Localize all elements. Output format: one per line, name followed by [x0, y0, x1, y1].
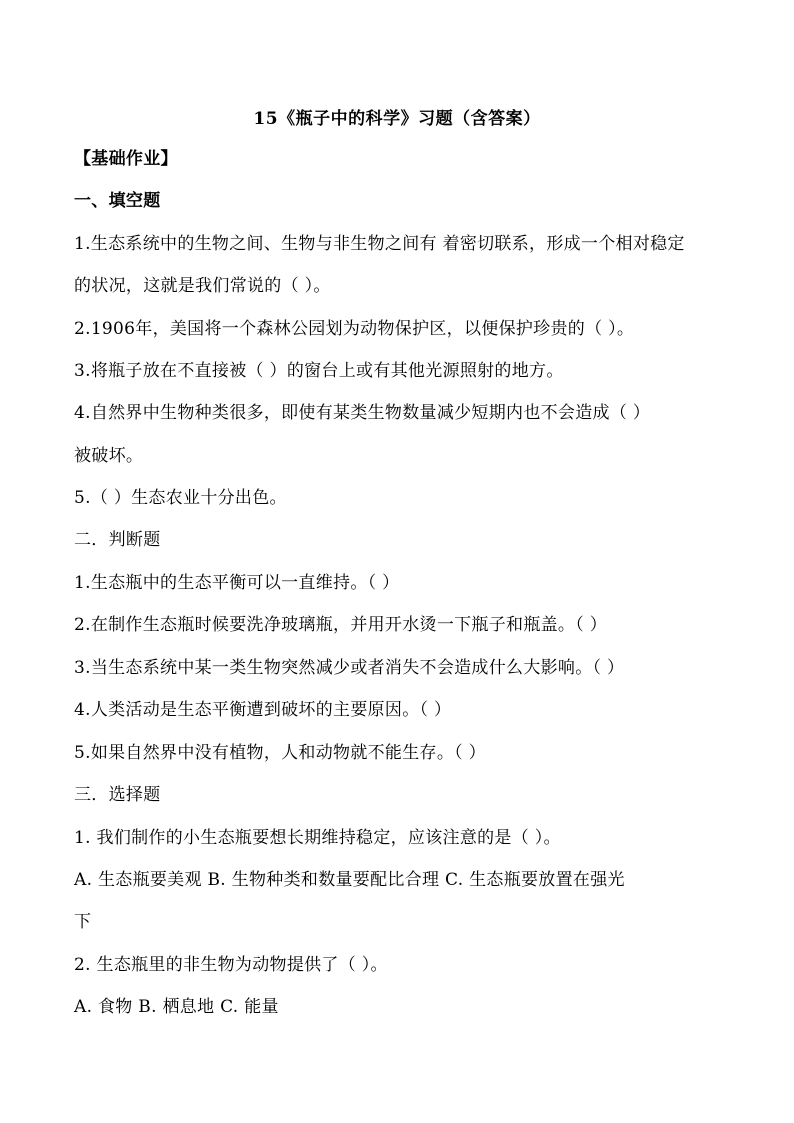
part3-q2-options: A. 食物 B. 栖息地 C. 能量: [74, 997, 279, 1017]
part1-q1-line2: 的状况，这就是我们常说的（ ）。: [74, 276, 331, 296]
part1-q1-line1: 1.生态系统中的生物之间、生物与非生物之间有 着密切联系，形成一个相对稳定: [74, 234, 685, 254]
part2-q3: 3.当生态系统中某一类生物突然减少或者消失不会造成什么大影响。（ ）: [74, 658, 625, 678]
part1-q4-line1: 4.自然界中生物种类很多，即使有某类生物数量减少短期内也不会造成（ ）: [74, 403, 651, 423]
part2-q5: 5.如果自然界中没有植物，人和动物就不能生存。（ ）: [74, 743, 486, 763]
part3-q1-options-line1: A. 生态瓶要美观 B. 生物种类和数量要配比合理 C. 生态瓶要放置在强光: [74, 870, 625, 890]
part2-heading: 二．判断题: [74, 530, 161, 550]
part1-q3: 3.将瓶子放在不直接被（ ）的窗台上或有其他光源照射的地方。: [74, 361, 564, 381]
part3-q1: 1. 我们制作的小生态瓶要想长期维持稳定，应该注意的是（ ）。: [74, 828, 561, 848]
part2-q1: 1.生态瓶中的生态平衡可以一直维持。（ ）: [74, 573, 400, 593]
part1-heading: 一、填空题: [74, 191, 161, 211]
part3-heading: 三．选择题: [74, 785, 161, 805]
part1-q4-line2: 被破坏。: [74, 446, 144, 466]
part3-q2: 2. 生态瓶里的非生物为动物提供了（ ）。: [74, 955, 388, 975]
part3-q1-options-line2: 下: [74, 912, 92, 932]
part1-q2: 2.1906年，美国将一个森林公园划为动物保护区，以便保护珍贵的（ ）。: [74, 319, 635, 339]
part1-q5: 5.（ ）生态农业十分出色。: [74, 488, 287, 508]
part2-q4: 4.人类活动是生态平衡遭到破坏的主要原因。（ ）: [74, 700, 452, 720]
part2-q2: 2.在制作生态瓶时候要洗净玻璃瓶，并用开水烫一下瓶子和瓶盖。（ ）: [74, 615, 608, 635]
page-title: 15《瓶子中的科学》习题（含答案）: [253, 109, 541, 129]
section-basic-heading: 【基础作业】: [74, 149, 178, 169]
